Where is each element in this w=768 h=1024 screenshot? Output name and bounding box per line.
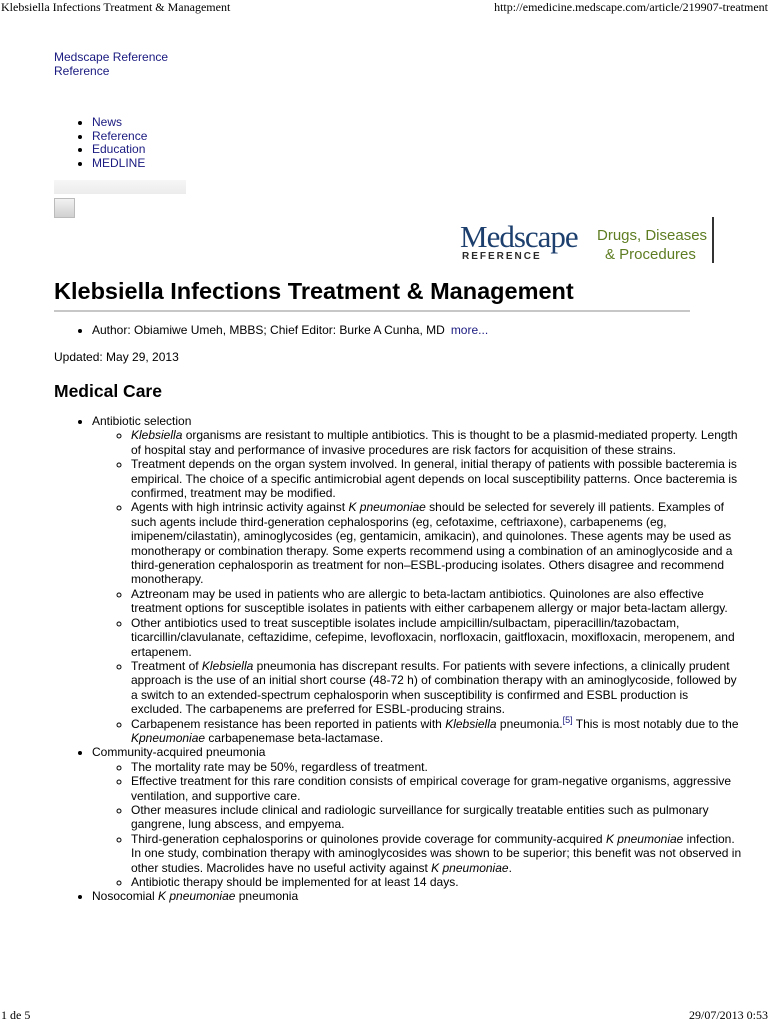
- nav-item-news: [92, 116, 147, 130]
- list-item: • Community-acquired pneumonia ◦ The mortality rate may be 50%, regardless of treatment. ◦ Effective treatment for this rare condition consists of empirical coverage for gram-negative organisms, aggressive ventilation, and supportive care. ◦ Other measures include clinical and radiologic surveillance for surgically treatable entities such as pulmonary gangrene, lung abscess, and empyema. ◦ Third-generation cephalosporins or quinolones provide coverage for community-acquired K pneumoniae infection. In one study, combination therapy with aminoglycosides was shown to be superior; this benefit was not observed in other studies. Macrolides have no useful activity against K pneumoniae. ◦ Antibiotic therapy should be implemented for at least 14 days.: [92, 745, 742, 889]
- list-item: ◦ The mortality rate may be 50%, regardless of treatment.: [131, 760, 742, 774]
- nav-item-education: [92, 143, 147, 157]
- list-item: • Antibiotic selection ◦ Klebsiella organisms are resistant to multiple antibiotics. This is thought to be a plasmid-mediated property. Length of hospital stay and performance of invasive procedures are risk factors for acquisition of these strains. ◦ Treatment depends on the organ system involved. In general, initial therapy of patients with possible bacteremia is empirical. The choice of a specific antimicrobial agent depends on local susceptibility patterns. Once bacteremia is confirmed, treatment may be modified. ◦ Agents with high intrinsic activity against K pneumoniae should be selected for severely ill patients. Examples of such agents include third-generation cephalosporins (eg, cefotaxime, ceftriaxone), carbapenems (eg, imipenem/cilastatin), aminoglycosides (eg, gentamicin, amikacin), and quinolones. These agents may be used as monotherapy or combination therapy. Some experts recommend using a combination of an aminoglycoside and a third-generation cephalosporin as treatment for non–ESBL-producing isolates. Others disagree and recommend monotherapy. ◦ Aztreonam may be used in patients who are allergic to beta-lactam antibiotics. Quinolones are also effective treatment options for susceptible isolates in patients with either carbapenem allergy or major beta-lactam allergy. ◦ Other antibiotics used to treat susceptible isolates include ampicillin/sulbactam, piperacillin/tazobactam, ticarcillin/clavulanate, ceftazidime, cefepime, levofloxacin, norfloxacin, gaitfloxacin, moxifloxacin, meropenem, and ertapenem. ◦ Treatment of Klebsiella pneumonia has discrepant results. For patients with severe infections, a clinically prudent approach is the use of an initial short course (48-72 h) of combination therapy with an aminoglycoside, followed by a switch to an extended-spectrum cephalosporin when susceptibility is confirmed and ESBL production is excluded. The carbapenems are preferred for ESBL-producing strains. ◦ Carbapenem resistance has been reported in patients with Klebsiella pneumonia.[5] This is most notably due to the Kpneumoniae carbapenemase beta-lactamase.: [92, 414, 742, 745]
- print-header: [0, 0, 768, 16]
- article-title: Klebsiella Infections Treatment & Management: [54, 278, 690, 312]
- header-url: http://emedicine.medscape.com/article/219907-treatment: [494, 0, 768, 14]
- list-item: ◦ Other measures include clinical and radiologic surveillance for surgically treatable entities such as pulmonary gangrene, lung abscess, and empyema.: [131, 803, 742, 832]
- list-item: • Nosocomial K pneumoniae pneumonia: [92, 889, 742, 903]
- nav-item-reference: [92, 130, 147, 144]
- nav-link-reference[interactable]: Reference: [92, 128, 148, 143]
- nav-link-education[interactable]: Education: [92, 142, 146, 156]
- list-item: ◦ Third-generation cephalosporins or quinolones provide coverage for community-acquired K pneumoniae infection. In one study, combination therapy with aminoglycosides was shown to be superior; this benefit was not observed in other studies. Macrolides have no useful activity against K pneumoniae.: [131, 832, 742, 875]
- list-item: ◦ Carbapenem resistance has been reported in patients with Klebsiella pneumonia.[5] This is most notably due to the Kpneumoniae carbapenemase beta-lactamase.: [131, 717, 742, 746]
- reference-link[interactable]: Reference: [54, 63, 110, 78]
- logo-tag-line1: Drugs, Diseases: [597, 227, 708, 244]
- logo-divider: [712, 217, 714, 263]
- medscape-logo[interactable]: [460, 217, 716, 265]
- author-text: Author: Obiamiwe Umeh, MBBS; Chief Editor: Burke A Cunha, MD: [92, 323, 445, 337]
- print-footer: [0, 1006, 768, 1024]
- search-bar-area: [54, 180, 186, 194]
- logo-tag-line2: & Procedures: [605, 246, 696, 263]
- logo-brand: Medscape: [460, 219, 578, 254]
- nav-link-medline[interactable]: MEDLINE: [92, 155, 146, 170]
- logo-sub: REFERENCE: [462, 251, 542, 262]
- nav-item-medline: [92, 157, 147, 171]
- author-item: [92, 323, 488, 337]
- main-nav: [54, 116, 147, 170]
- reference-5-link[interactable]: [5]: [562, 714, 573, 725]
- top-links: [54, 51, 168, 78]
- section-heading: Medical Care: [54, 381, 162, 401]
- article-body: [54, 414, 742, 904]
- sub-list: [92, 760, 742, 890]
- page-number: 1 de 5: [1, 1008, 31, 1022]
- list-item: ◦ Klebsiella organisms are resistant to multiple antibiotics. This is thought to be a plasmid-mediated property. Length of hospital stay and performance of invasive procedures are risk factors for acquisition of these strains.: [131, 428, 742, 457]
- list-item: ◦ Other antibiotics used to treat susceptible isolates include ampicillin/sulbactam, piperacillin/tazobactam, ticarcillin/clavulanate, ceftazidime, cefepime, levofloxacin, norfloxacin, gaitfloxacin, moxifloxacin, meropenem, and ertapenem.: [131, 616, 742, 659]
- print-datetime: 29/07/2013 0:53: [688, 1008, 768, 1022]
- list-item: ◦ Effective treatment for this rare condition consists of empirical coverage for gram-negative organisms, aggressive ventilation, and supportive care.: [131, 774, 742, 803]
- more-link[interactable]: more...: [450, 323, 489, 337]
- list-item: ◦ Aztreonam may be used in patients who are allergic to beta-lactam antibiotics. Quinolones are also effective treatment options for susceptible isolates in patients with either carbapenem allergy or major beta-lactam allergy.: [131, 587, 742, 616]
- nav-link-news[interactable]: News: [92, 115, 123, 129]
- header-title: Klebsiella Infections Treatment & Management: [1, 0, 231, 14]
- list-item: ◦ Treatment of Klebsiella pneumonia has discrepant results. For patients with severe infections, a clinically prudent approach is the use of an initial short course (48-72 h) of combination therapy with an aminoglycoside, followed by a switch to an extended-spectrum cephalosporin when susceptibility is confirmed and ESBL production is excluded. The carbapenems are preferred for ESBL-producing strains.: [131, 659, 742, 717]
- list-item: ◦ Agents with high intrinsic activity against K pneumoniae should be selected for severely ill patients. Examples of such agents include third-generation cephalosporins (eg, cefotaxime, ceftriaxone), carbapenems (eg, imipenem/cilastatin), aminoglycosides (eg, gentamicin, amikacin), and quinolones. These agents may be used as monotherapy or combination therapy. Some experts recommend using a combination of an aminoglycoside and a third-generation cephalosporin as treatment for non–ESBL-producing isolates. Others disagree and recommend monotherapy.: [131, 500, 742, 586]
- medscape-reference-link[interactable]: Medscape Reference: [54, 50, 169, 64]
- updated-date: Updated: May 29, 2013: [54, 350, 179, 364]
- toolbar-button[interactable]: [54, 198, 75, 218]
- sub-list: [92, 428, 742, 745]
- list-item: ◦ Treatment depends on the organ system involved. In general, initial therapy of patients with possible bacteremia is empirical. The choice of a specific antimicrobial agent depends on local susceptibility patterns. Once bacteremia is confirmed, treatment may be modified.: [131, 457, 742, 500]
- list-item: ◦ Antibiotic therapy should be implemented for at least 14 days.: [131, 875, 742, 889]
- author-list: [54, 323, 488, 337]
- logo-tagline: [597, 226, 707, 264]
